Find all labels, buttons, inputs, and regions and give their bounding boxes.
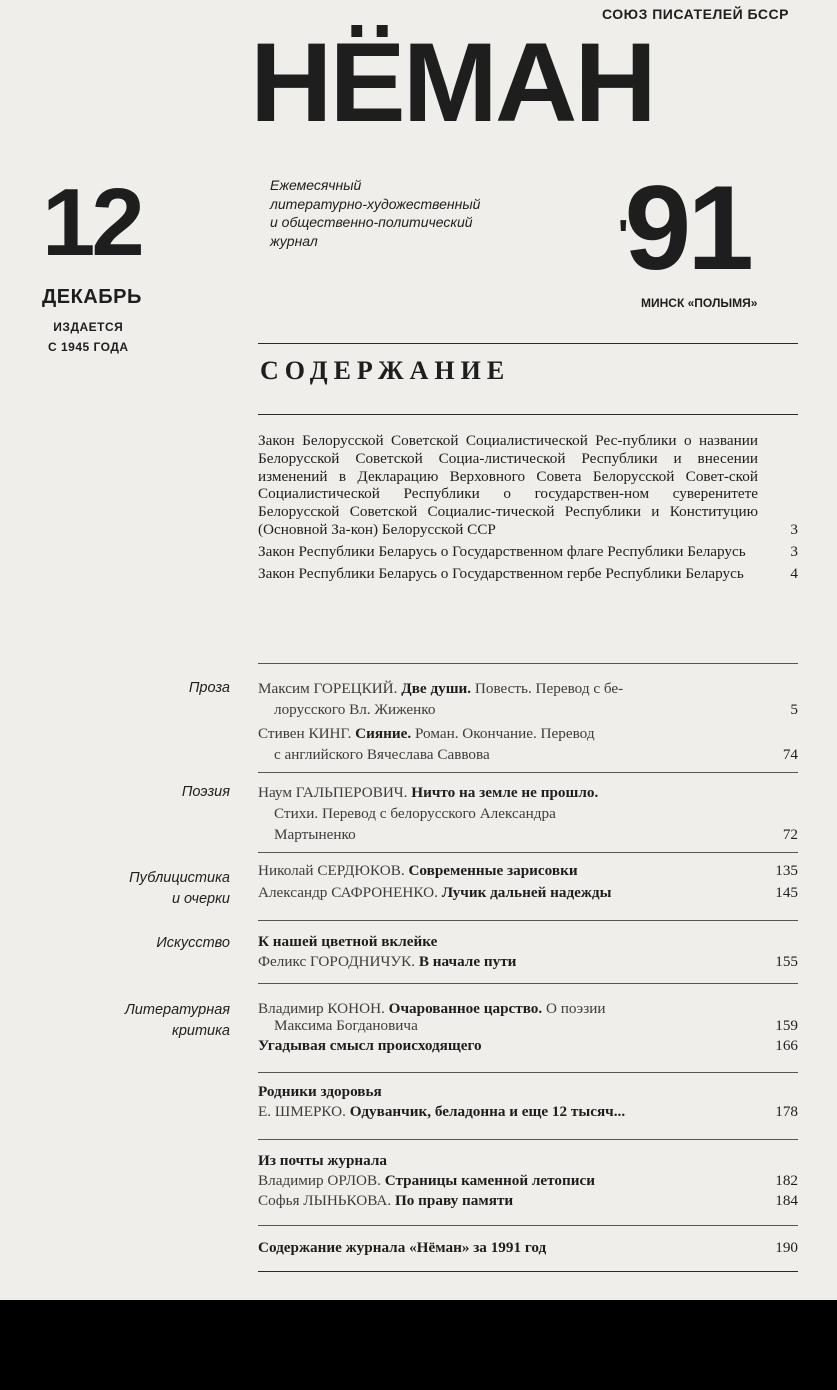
page-number: 166 xyxy=(775,1037,798,1054)
page-number: 184 xyxy=(775,1192,798,1209)
entry-title: Две души. xyxy=(401,680,472,697)
entry-author: Владимир ОРЛОВ. xyxy=(258,1172,381,1189)
journal-subtitle xyxy=(270,176,570,250)
label-line: Публицистика xyxy=(129,870,230,886)
page-number: 159 xyxy=(775,1017,798,1034)
subtitle-line: журнал xyxy=(270,232,318,249)
entry-author: Наум ГАЛЬПЕРОВИЧ. xyxy=(258,784,408,801)
page-number: 182 xyxy=(775,1172,798,1189)
toc-entry-continued[interactable] xyxy=(258,699,798,720)
entry-text: Закон Республики Беларусь о Государственном гербе Республики Беларусь xyxy=(258,564,744,582)
divider xyxy=(258,1139,798,1140)
toc-entry[interactable] xyxy=(258,1237,798,1258)
entry-text: Закон Республики Беларусь о Государственном флаге Республики Беларусь xyxy=(258,542,746,560)
page-number: 3 xyxy=(790,542,798,560)
toc-subsection xyxy=(258,931,798,952)
divider xyxy=(258,343,798,344)
year-apostrophe: ' xyxy=(618,211,625,260)
subsection-heading: К нашей цветной вклейке xyxy=(258,933,438,950)
toc-entry-continued[interactable] xyxy=(258,744,798,765)
toc-entry[interactable] xyxy=(258,565,798,583)
toc-entry[interactable] xyxy=(258,782,798,803)
label-line: критика xyxy=(171,1023,230,1039)
entry-note: Повесть. Перевод с бе- xyxy=(474,680,624,697)
subtitle-line: и общественно-политический xyxy=(270,214,473,230)
entry-title: По праву памяти xyxy=(394,1192,514,1209)
entry-note: Роман. Окончание. Перевод xyxy=(414,725,595,742)
entry-title: В начале пути xyxy=(418,953,517,970)
entry-note: с английского Вячеслава Саввова xyxy=(274,746,490,763)
section-label-kritika xyxy=(90,1000,230,1042)
entry-author: Николай СЕРДЮКОВ. xyxy=(258,862,405,879)
divider xyxy=(258,983,798,984)
year-digits: 91 xyxy=(624,161,750,295)
page-number: 3 xyxy=(790,520,798,538)
toc-entry[interactable] xyxy=(258,951,798,972)
issue-since xyxy=(48,317,129,357)
toc-entry[interactable] xyxy=(258,432,798,539)
journal-logo: НЁМАН xyxy=(250,20,654,145)
toc-entry[interactable] xyxy=(258,1101,798,1122)
entry-text: Закон Белорусской Советской Социалистической Рес-публики о названии Белорусской Советской Социа-листической Республики и внесении изменений в Декларацию Верховного Совета Белорусской Совет-ской Социалистической Республики о государствен-ном суверенитете Белорусской Советской Социалис-тической Республики и Конституцию (Основной За-кон) Белорусской ССР xyxy=(258,432,758,538)
entry-note: Стихи. Перевод с белорусского Александра xyxy=(274,805,556,822)
divider xyxy=(258,852,798,853)
subtitle-line: литературно-художественный xyxy=(270,195,481,212)
section-label-iskusstvo: Искусство xyxy=(156,935,230,951)
divider xyxy=(258,772,798,773)
label-line: и очерки xyxy=(171,891,230,907)
entry-author: Е. ШМЕРКО. xyxy=(258,1103,346,1120)
entry-title: Одуванчик, беладонна и еще 12 тысяч... xyxy=(349,1103,626,1120)
subsection-heading: Родники здоровья xyxy=(258,1083,382,1100)
section-label-poeziya: Поэзия xyxy=(181,784,230,800)
entry-author: Александр САФРОНЕНКО. xyxy=(258,884,438,901)
subtitle-line: Ежемесячный xyxy=(270,177,362,193)
entry-title: Угадывая смысл происходящего xyxy=(258,1037,482,1054)
entry-note: О поэзии xyxy=(546,1000,606,1017)
divider xyxy=(258,414,798,415)
page-number: 74 xyxy=(782,746,798,763)
publisher: МИНСК «ПОЛЫМЯ» xyxy=(641,296,758,310)
page-number: 135 xyxy=(775,862,798,879)
toc-entry-continued xyxy=(258,824,798,845)
entry-title: Страницы каменной летописи xyxy=(384,1172,596,1189)
toc-entry[interactable] xyxy=(258,882,798,903)
union-title: СОЮЗ ПИСАТЕЛЕЙ БССР xyxy=(602,6,789,22)
laws-list xyxy=(258,432,798,582)
subsection-heading: Из почты журнала xyxy=(258,1152,387,1169)
entry-title: Современные зарисовки xyxy=(408,862,578,879)
toc-entry[interactable] xyxy=(258,1170,798,1191)
label-line: Литературная xyxy=(124,1002,230,1018)
page-number: 155 xyxy=(775,953,798,970)
toc-subsection xyxy=(258,1150,798,1171)
entry-note: Максима Богдановича xyxy=(274,1017,418,1034)
entry-title: Содержание журнала «Нёман» за 1991 год xyxy=(258,1239,547,1256)
section-label-publ xyxy=(90,868,230,910)
issue-number: 12 xyxy=(42,169,141,276)
entry-author: Феликс ГОРОДНИЧУК. xyxy=(258,953,416,970)
toc-entry[interactable] xyxy=(258,860,798,881)
page-number: 145 xyxy=(775,884,798,901)
entry-title: Ничто на земле не прошло. xyxy=(411,784,599,801)
since-line: С 1945 ГОДА xyxy=(48,340,129,354)
toc-entry[interactable] xyxy=(258,678,798,699)
issue-month: ДЕКАБРЬ xyxy=(42,286,142,308)
entry-title: Сияние. xyxy=(355,725,412,742)
toc-entry[interactable] xyxy=(258,1190,798,1211)
toc-subsection xyxy=(258,1081,798,1102)
entry-author: Максим ГОРЕЦКИЙ. xyxy=(258,680,398,697)
page-number: 178 xyxy=(775,1103,798,1120)
page-number: 5 xyxy=(790,701,798,718)
divider xyxy=(258,920,798,921)
divider xyxy=(258,1225,798,1226)
toc-entry[interactable] xyxy=(258,1035,798,1056)
divider xyxy=(258,1271,798,1272)
toc-entry-continued[interactable] xyxy=(258,1015,798,1036)
entry-author: Софья ЛЫНЬКОВА. xyxy=(258,1192,392,1209)
entry-title: Лучик дальней надежды xyxy=(441,884,612,901)
since-line: ИЗДАЕТСЯ xyxy=(53,320,124,334)
page-number: 190 xyxy=(775,1239,798,1256)
issue-year xyxy=(618,161,750,295)
toc-entry[interactable] xyxy=(258,723,798,744)
contents-heading: СОДЕРЖАНИЕ xyxy=(260,356,511,385)
divider xyxy=(258,663,798,664)
entry-author: Владимир КОНОН. xyxy=(258,1000,385,1017)
toc-entry[interactable] xyxy=(258,543,798,561)
entry-note: Мартыненко xyxy=(274,826,356,843)
entry-author: Стивен КИНГ. xyxy=(258,725,352,742)
page-number: 72 xyxy=(782,826,798,843)
entry-title: Очарованное царство. xyxy=(388,1000,543,1017)
divider xyxy=(258,1072,798,1073)
page-number: 4 xyxy=(790,564,798,582)
section-label-proza: Проза xyxy=(188,680,230,696)
toc-entry-continued xyxy=(258,803,798,824)
entry-note: лорусского Вл. Жиженко xyxy=(274,701,436,718)
